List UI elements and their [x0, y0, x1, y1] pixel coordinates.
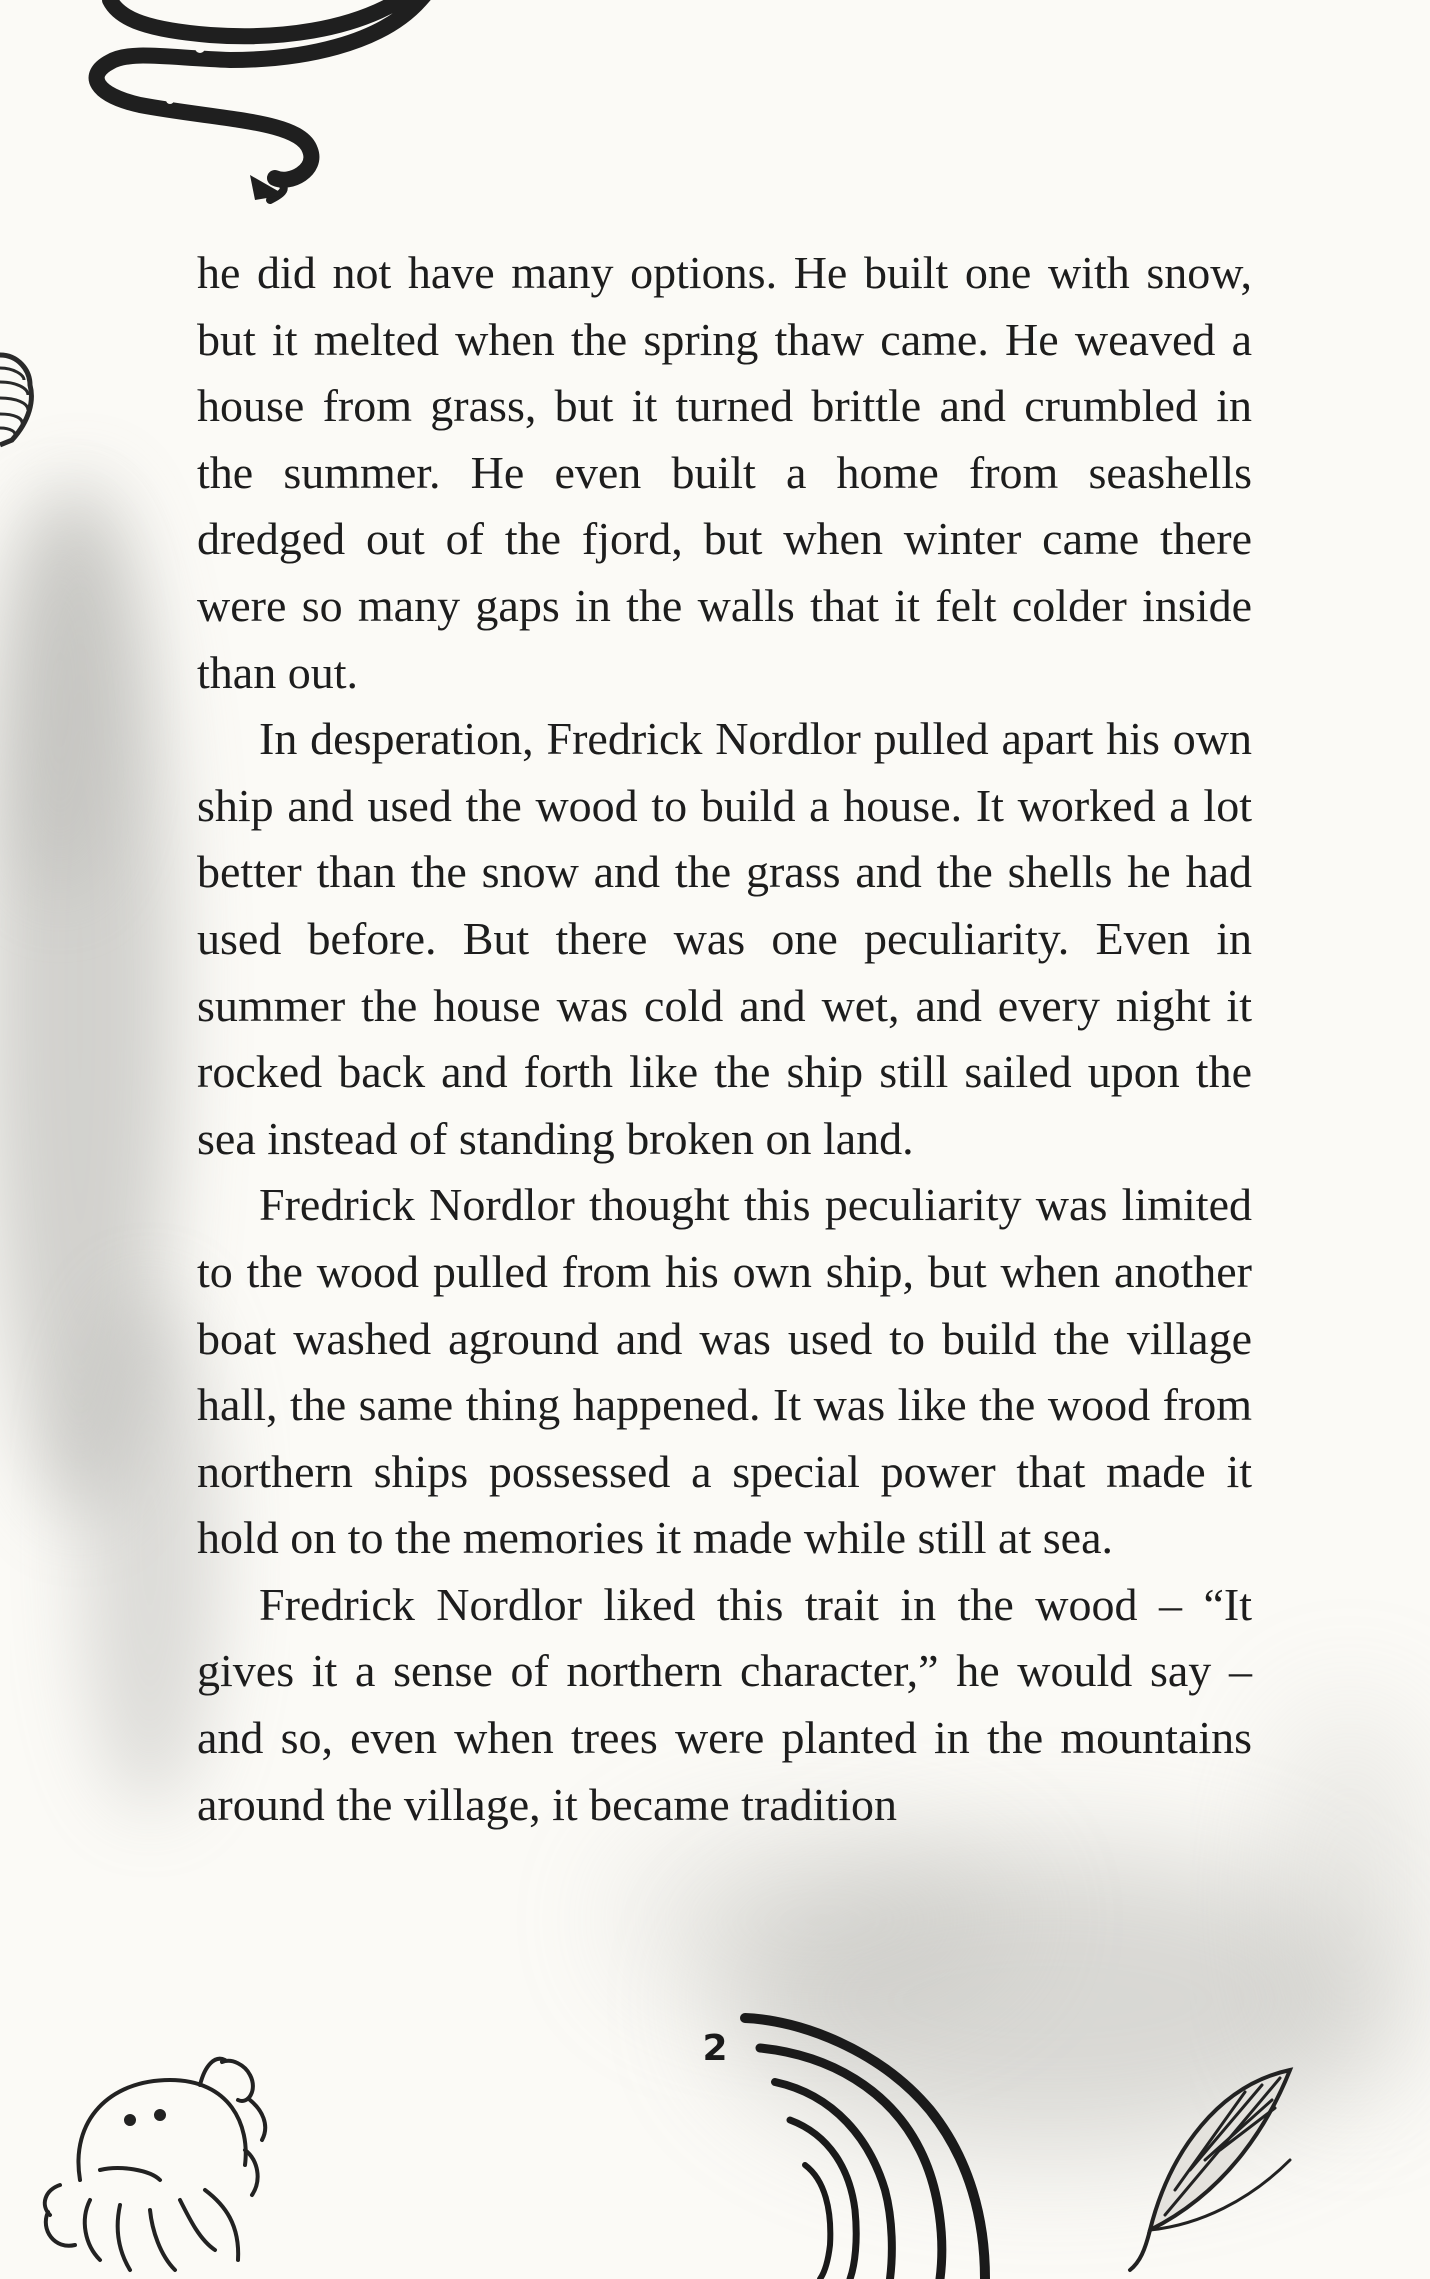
shell-illustration — [0, 355, 31, 445]
page-number: 2 — [702, 2028, 728, 2069]
body-text — [197, 240, 1252, 1838]
shell-illustration — [1130, 2070, 1290, 2270]
paragraph: he did not have many options. He built one with snow, but it melted when the spring thaw came. He weaved a house from grass, but it turned brittle and crumbled in the summer. He even built a home from seashells dredged out of the fjord, but when winter came there were so many gaps in the walls that it felt colder inside than out. — [197, 247, 1252, 698]
wave-swirl-illustration — [745, 2018, 985, 2279]
crab-illustration — [45, 2059, 265, 2270]
paragraph: Fredrick Nordlor liked this trait in the wood – “It gives it a sense of northern character,” he would say – and so, even when trees were planted in the mountains around the village, it became tradition — [197, 1578, 1252, 1830]
tentacle-illustration — [97, 0, 420, 200]
paragraph: Fredrick Nordlor thought this peculiarity was limited to the wood pulled from his own ship, but when another boat washed aground and was used to build the village hall, the same thing happened. It was like the wood from northern ships possessed a special power that made it hold on to the memories it made while still at sea. — [197, 1179, 1252, 1564]
paragraph: In desperation, Fredrick Nordlor pulled apart his own ship and used the wood to build a house. It worked a lot better than the snow and the grass and the shells he had used before. But there was one peculiarity. Even in summer the house was cold and wet, and every night it rocked back and forth like the ship still sailed upon the sea instead of standing broken on land. — [197, 713, 1252, 1164]
